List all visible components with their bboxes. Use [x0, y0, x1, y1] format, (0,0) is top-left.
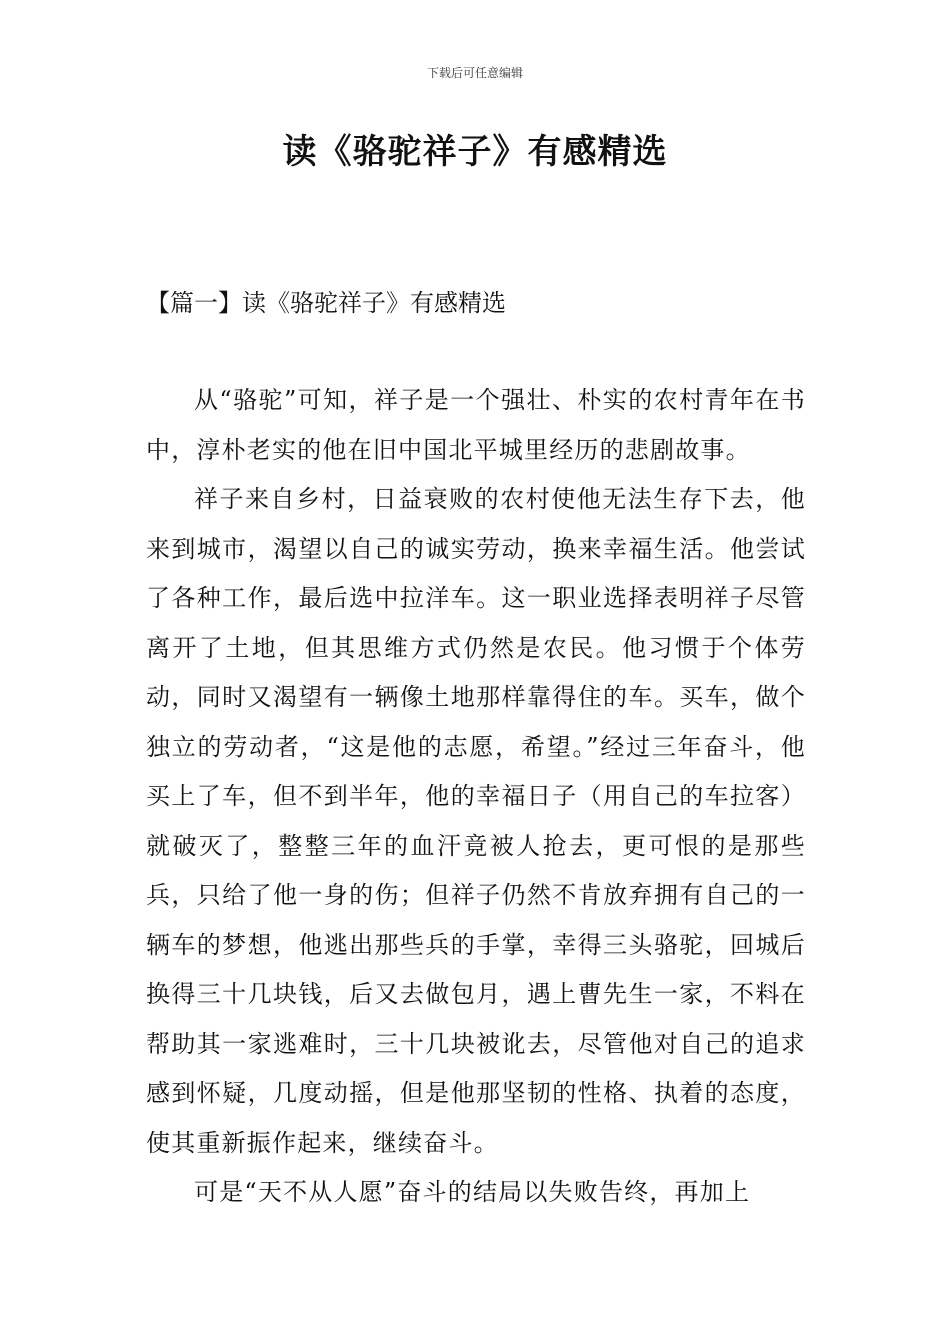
header-note: 下载后可任意编辑	[426, 66, 523, 80]
body-text	[146, 376, 806, 1218]
section-heading: 【篇一】读《骆驼祥子》有感精选	[146, 289, 506, 317]
document-title: 读《骆驼祥子》有感精选	[282, 132, 668, 172]
paragraph-1: 从“骆驼”可知，祥子是一个强壮、朴实的农村青年在书中，淳朴老实的他在旧中国北平城里经历的悲剧故事。	[146, 386, 806, 464]
paragraph-2: 祥子来自乡村，日益衰败的农村使他无法生存下去，他来到城市，渴望以自己的诚实劳动，换来幸福生活。他尝试了各种工作，最后选中拉洋车。这一职业选择表明祥子尽管离开了土地，但其思维方式仍然是农民。他习惯于个体劳动，同时又渴望有一辆像土地那样靠得住的车。买车，做个独立的劳动者，“这是他的志愿，希望。”经过三年奋斗，他买上了车，但不到半年，他的幸福日子（用自己的车拉客）就破灭了，整整三年的血汗竟被人抢去，更可恨的是那些兵，只给了他一身的伤；但祥子仍然不肯放弃拥有自己的一辆车的梦想，他逃出那些兵的手掌，幸得三头骆驼，回城后换得三十几块钱，后又去做包月，遇上曹先生一家，不料在帮助其一家逃难时，三十几块被讹去，尽管他对自己的追求感到怀疑，几度动摇，但是他那坚韧的性格、执着的态度，使其重新振作起来，继续奋斗。	[146, 485, 806, 1157]
paragraph-3: 可是“天不从人愿”奋斗的结局以失败告终，再加上	[194, 1178, 751, 1206]
